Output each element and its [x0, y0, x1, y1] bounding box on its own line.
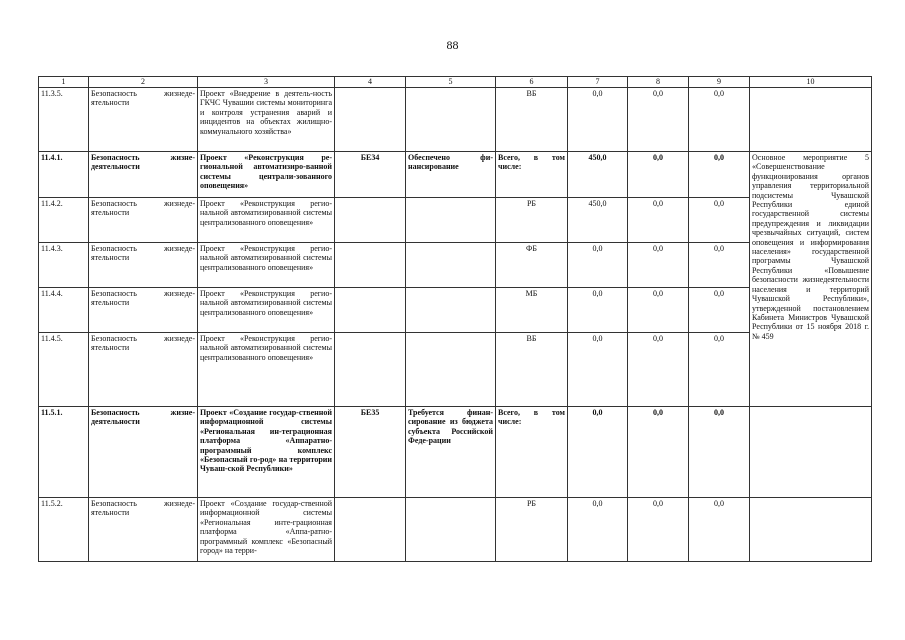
row-value-2: 0,0 [628, 88, 689, 152]
row-id: 11.3.5. [39, 88, 89, 152]
row-status: Требуется финан-сирование из бюджета субъекта Российской Феде-рации [406, 407, 496, 498]
row-note [750, 498, 872, 562]
table-row [39, 498, 872, 562]
row-source: МБ [496, 288, 568, 333]
row-value-3: 0,0 [689, 152, 750, 198]
row-project: Проект «Реконструкция ре-гиональной автоматизиро-ванной системы централи-зованного оповещения» [198, 152, 335, 198]
row-value-2: 0,0 [628, 333, 689, 407]
row-id: 11.4.5. [39, 333, 89, 407]
row-value-2: 0,0 [628, 407, 689, 498]
header-row [39, 77, 872, 88]
row-code [335, 243, 406, 288]
column-number: 2 [89, 77, 198, 88]
row-value-3: 0,0 [689, 198, 750, 243]
row-project: Проект «Создание государ-ственной информационной системы «Региональная ин-теграционная платформа «Аппаратно-программный комплекс «Безопасный го-род» на территории Чуваш-ской Республики» [198, 407, 335, 498]
merged-note: Основное мероприятие 5 «Совершенствование функционирования органов управления территориальной подсистемы Чувашской Республики единой государственной системы предупреждения и ликвидации чрезвычайных ситуаций, систем оповещения и информирования населения» государственной программы Чувашской Республики «Повышение безопасности жизнедеятельности населения и территорий Чувашской Республики», утвержденной постановлением Кабинета Министров Чувашской Республики от 15 ноября 2018 г. № 459 [750, 152, 872, 407]
row-source: РБ [496, 198, 568, 243]
row-source: РБ [496, 498, 568, 562]
table-row [39, 198, 872, 243]
row-area: Безопасность жизнеде-ятельности [89, 288, 198, 333]
column-number: 7 [568, 77, 628, 88]
row-value-2: 0,0 [628, 152, 689, 198]
row-code [335, 498, 406, 562]
row-code [335, 198, 406, 243]
row-source: ФБ [496, 243, 568, 288]
row-code [335, 333, 406, 407]
row-area: Безопасность жизне-деятельности [89, 152, 198, 198]
row-project: Проект «Реконструкция регио-нальной автоматизированной системы централизованного оповещения» [198, 333, 335, 407]
table-row [39, 333, 872, 407]
row-value-2: 0,0 [628, 198, 689, 243]
table-row [39, 88, 872, 152]
row-value-1: 450,0 [568, 152, 628, 198]
row-value-2: 0,0 [628, 498, 689, 562]
row-project: Проект «Реконструкция регио-нальной автоматизированной системы централизованного оповещения» [198, 243, 335, 288]
row-value-1: 0,0 [568, 498, 628, 562]
row-status: Обеспечено фи-нансирование [406, 152, 496, 198]
row-area: Безопасность жизне-деятельности [89, 407, 198, 498]
row-value-1: 0,0 [568, 407, 628, 498]
row-value-3: 0,0 [689, 407, 750, 498]
row-area: Безопасность жизнеде-ятельности [89, 198, 198, 243]
row-value-1: 0,0 [568, 333, 628, 407]
column-number: 3 [198, 77, 335, 88]
budget-table [38, 76, 872, 562]
row-value-3: 0,0 [689, 333, 750, 407]
row-code [335, 88, 406, 152]
row-value-3: 0,0 [689, 498, 750, 562]
table-row [39, 288, 872, 333]
row-value-1: 450,0 [568, 198, 628, 243]
row-status [406, 88, 496, 152]
column-number: 4 [335, 77, 406, 88]
row-area: Безопасность жизнеде-ятельности [89, 333, 198, 407]
row-project: Проект «Внедрение в деятель-ность ГКЧС Чувашии системы мониторинга и контроля устранения аварий и инцидентов на объектах жилищно-коммунального хозяйства» [198, 88, 335, 152]
row-project: Проект «Реконструкция регио-нальной автоматизированной системы централизованного оповещения» [198, 288, 335, 333]
row-id: 11.5.1. [39, 407, 89, 498]
column-number: 6 [496, 77, 568, 88]
table-row [39, 243, 872, 288]
row-id: 11.4.2. [39, 198, 89, 243]
column-number: 8 [628, 77, 689, 88]
row-status [406, 288, 496, 333]
page-number: 88 [446, 38, 459, 52]
row-area: Безопасность жизнеде-ятельности [89, 88, 198, 152]
row-value-3: 0,0 [689, 88, 750, 152]
row-status [406, 333, 496, 407]
row-value-2: 0,0 [628, 243, 689, 288]
row-id: 11.5.2. [39, 498, 89, 562]
row-source: ВБ [496, 333, 568, 407]
row-value-2: 0,0 [628, 288, 689, 333]
row-status [406, 198, 496, 243]
row-value-3: 0,0 [689, 243, 750, 288]
row-status [406, 498, 496, 562]
row-project: Проект «Создание государ-ственной информационной системы «Региональная инте-грационная платформа «Аппа-ратно-программный комплекс «Безопасный город» на терри- [198, 498, 335, 562]
column-number: 9 [689, 77, 750, 88]
row-code: БЕ35 [335, 407, 406, 498]
row-code [335, 288, 406, 333]
column-number: 5 [406, 77, 496, 88]
row-value-3: 0,0 [689, 288, 750, 333]
table-row [39, 407, 872, 498]
row-code: БЕ34 [335, 152, 406, 198]
row-id: 11.4.4. [39, 288, 89, 333]
row-note [750, 88, 872, 152]
table-row [39, 152, 872, 198]
column-number: 1 [39, 77, 89, 88]
row-value-1: 0,0 [568, 88, 628, 152]
row-area: Безопасность жизнеде-ятельности [89, 498, 198, 562]
column-number: 10 [750, 77, 872, 88]
row-source: Всего, в том числе: [496, 407, 568, 498]
row-project: Проект «Реконструкция регио-нальной автоматизированной системы централизованного оповещения» [198, 198, 335, 243]
row-value-1: 0,0 [568, 243, 628, 288]
row-id: 11.4.3. [39, 243, 89, 288]
row-value-1: 0,0 [568, 288, 628, 333]
row-status [406, 243, 496, 288]
row-source: ВБ [496, 88, 568, 152]
row-id: 11.4.1. [39, 152, 89, 198]
row-area: Безопасность жизнеде-ятельности [89, 243, 198, 288]
row-note [750, 407, 872, 498]
row-source: Всего, в том числе: [496, 152, 568, 198]
